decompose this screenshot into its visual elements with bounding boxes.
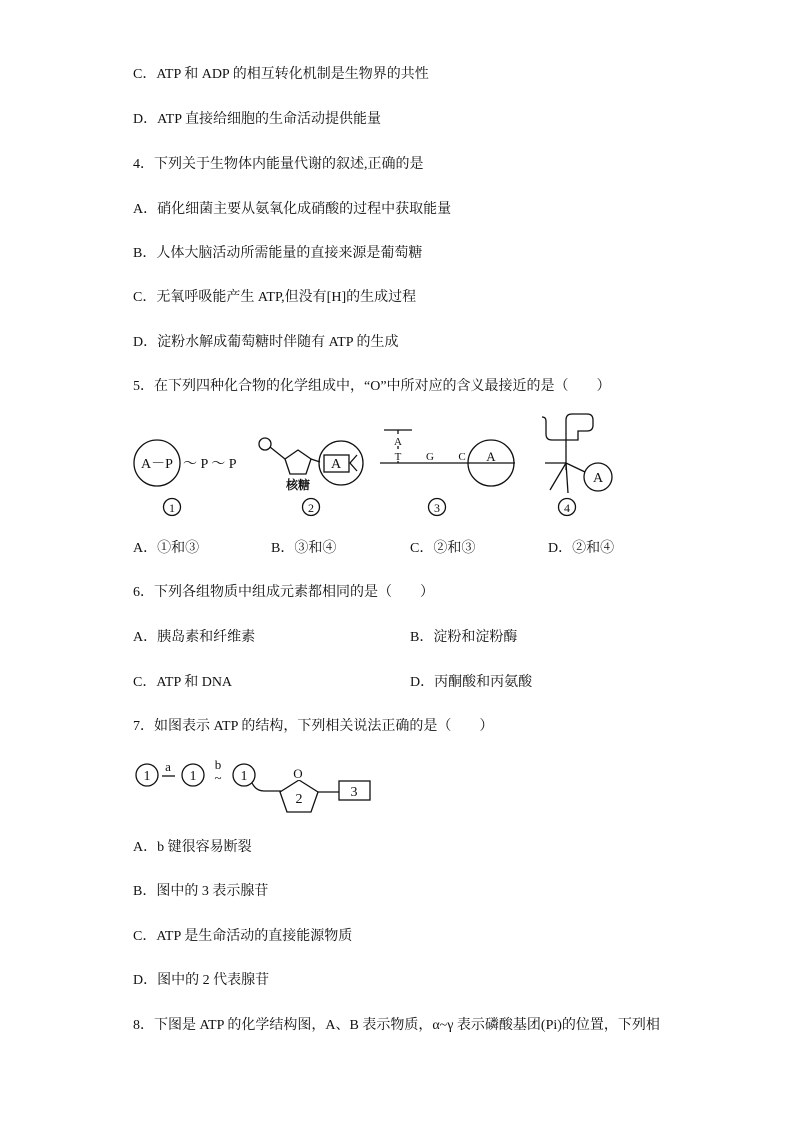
c2-base-notch bbox=[350, 455, 357, 471]
label-4-digit: 4 bbox=[564, 501, 570, 515]
c3-letter-a: A bbox=[394, 436, 402, 448]
q5-label-1 bbox=[164, 499, 181, 516]
q6-stem: 6．下列各组物质中组成元素都相同的是（ ） bbox=[133, 585, 434, 600]
q7-phosphate-2 bbox=[182, 764, 204, 786]
phosphate-3-text: 1 bbox=[240, 769, 248, 784]
c2-phosphate-circle bbox=[259, 438, 271, 450]
c4-top-loop bbox=[566, 414, 593, 470]
q7-option-a: A．b 键很容易断裂 bbox=[133, 840, 252, 855]
phosphate-1-text: 1 bbox=[143, 769, 151, 784]
q4-option-c: C．无氧呼吸能产生 ATP,但没有[H]的生成过程 bbox=[133, 290, 417, 305]
q6-option-d: D．丙酮酸和丙氨酸 bbox=[410, 675, 533, 690]
c3-base-text: A bbox=[486, 449, 496, 464]
c2-bond-line bbox=[270, 447, 285, 459]
q5-label-3 bbox=[429, 499, 446, 516]
c4-lower-arm-left bbox=[550, 463, 566, 490]
c3-letter-t: T bbox=[394, 451, 402, 463]
q4-option-b: B．人体大脑活动所需能量的直接来源是葡萄糖 bbox=[133, 246, 423, 261]
c4-base-text: A bbox=[592, 471, 604, 486]
q7-bond-b bbox=[214, 757, 221, 785]
c4-left-arm bbox=[542, 417, 566, 440]
c1-tail-text: ～ P ～ P bbox=[183, 457, 237, 472]
c2-base-text: A bbox=[330, 457, 342, 472]
q7-sugar-ring bbox=[280, 766, 318, 812]
q3-option-d: D．ATP 直接给细胞的生命活动提供能量 bbox=[133, 112, 381, 127]
q6-option-a: A．胰岛素和纤维素 bbox=[133, 630, 256, 645]
bond-b-mark: ~ bbox=[214, 770, 222, 785]
q7-figure bbox=[0, 750, 793, 820]
c3-letter-c: C bbox=[458, 451, 466, 463]
q7-phosphate-3 bbox=[233, 764, 255, 786]
label-1-digit: 1 bbox=[169, 501, 175, 515]
q5-compound-1 bbox=[134, 440, 237, 486]
c2-pentagon bbox=[285, 450, 311, 474]
q5-option-c: C．②和③ bbox=[410, 541, 476, 556]
q6-option-b: B．淀粉和淀粉酶 bbox=[410, 630, 518, 645]
base-text: 3 bbox=[350, 785, 358, 800]
q4-stem: 4．下列关于生物体内能量代谢的叙述,正确的是 bbox=[133, 157, 424, 172]
q7-option-b: B．图中的 3 表示腺苷 bbox=[133, 884, 269, 899]
label-3-digit: 3 bbox=[434, 501, 440, 515]
q4-option-a: A．硝化细菌主要从氨氧化成硝酸的过程中获取能量 bbox=[133, 202, 452, 217]
c3-letter-g: G bbox=[426, 451, 434, 463]
q3-option-c: C．ATP 和 ADP 的相互转化机制是生物界的共性 bbox=[133, 67, 429, 82]
q8-stem: 8．下图是 ATP 的化学结构图，A、B 表示物质，α~γ 表示磷酸基团(Pi)的位置，下列相 bbox=[133, 1018, 660, 1033]
q7-link-line bbox=[252, 783, 281, 791]
q5-option-b: B．③和④ bbox=[271, 541, 337, 556]
q5-figure bbox=[0, 395, 793, 525]
sugar-text: 2 bbox=[295, 792, 303, 807]
q5-compound-4 bbox=[542, 414, 612, 493]
label-2-digit: 2 bbox=[308, 501, 314, 515]
c2-sugar-text: 核糖 bbox=[285, 478, 311, 492]
c1-inner-text: A－P bbox=[141, 457, 173, 472]
q5-compound-3 bbox=[380, 430, 515, 486]
phosphate-2-text: 1 bbox=[189, 769, 197, 784]
q5-option-a: A．①和③ bbox=[133, 541, 200, 556]
bond-a-letter: a bbox=[165, 759, 171, 774]
q5-label-2 bbox=[303, 499, 320, 516]
q7-stem: 7．如图表示 ATP 的结构，下列相关说法正确的是（ ） bbox=[133, 719, 494, 734]
q6-option-c: C．ATP 和 DNA bbox=[133, 675, 233, 690]
ring-oxygen-text: O bbox=[293, 766, 303, 781]
q5-option-d: D．②和④ bbox=[548, 541, 615, 556]
bond-b-letter: b bbox=[214, 757, 222, 772]
q5-label-4 bbox=[559, 499, 576, 516]
q7-base-box bbox=[339, 781, 370, 800]
q5-compound-2 bbox=[259, 438, 363, 492]
q7-option-c: C．ATP 是生命活动的直接能源物质 bbox=[133, 929, 353, 944]
q7-bond-a bbox=[162, 759, 175, 776]
c4-base-link bbox=[566, 463, 585, 472]
c4-lower-arm-right bbox=[566, 463, 568, 493]
q7-phosphate-1 bbox=[136, 764, 158, 786]
q5-stem: 5．在下列四种化合物的化学组成中，“O”中所对应的含义最接近的是（ ） bbox=[133, 379, 611, 394]
q7-option-d: D．图中的 2 代表腺苷 bbox=[133, 973, 270, 988]
q4-option-d: D．淀粉水解成葡萄糖时伴随有 ATP 的生成 bbox=[133, 335, 399, 350]
